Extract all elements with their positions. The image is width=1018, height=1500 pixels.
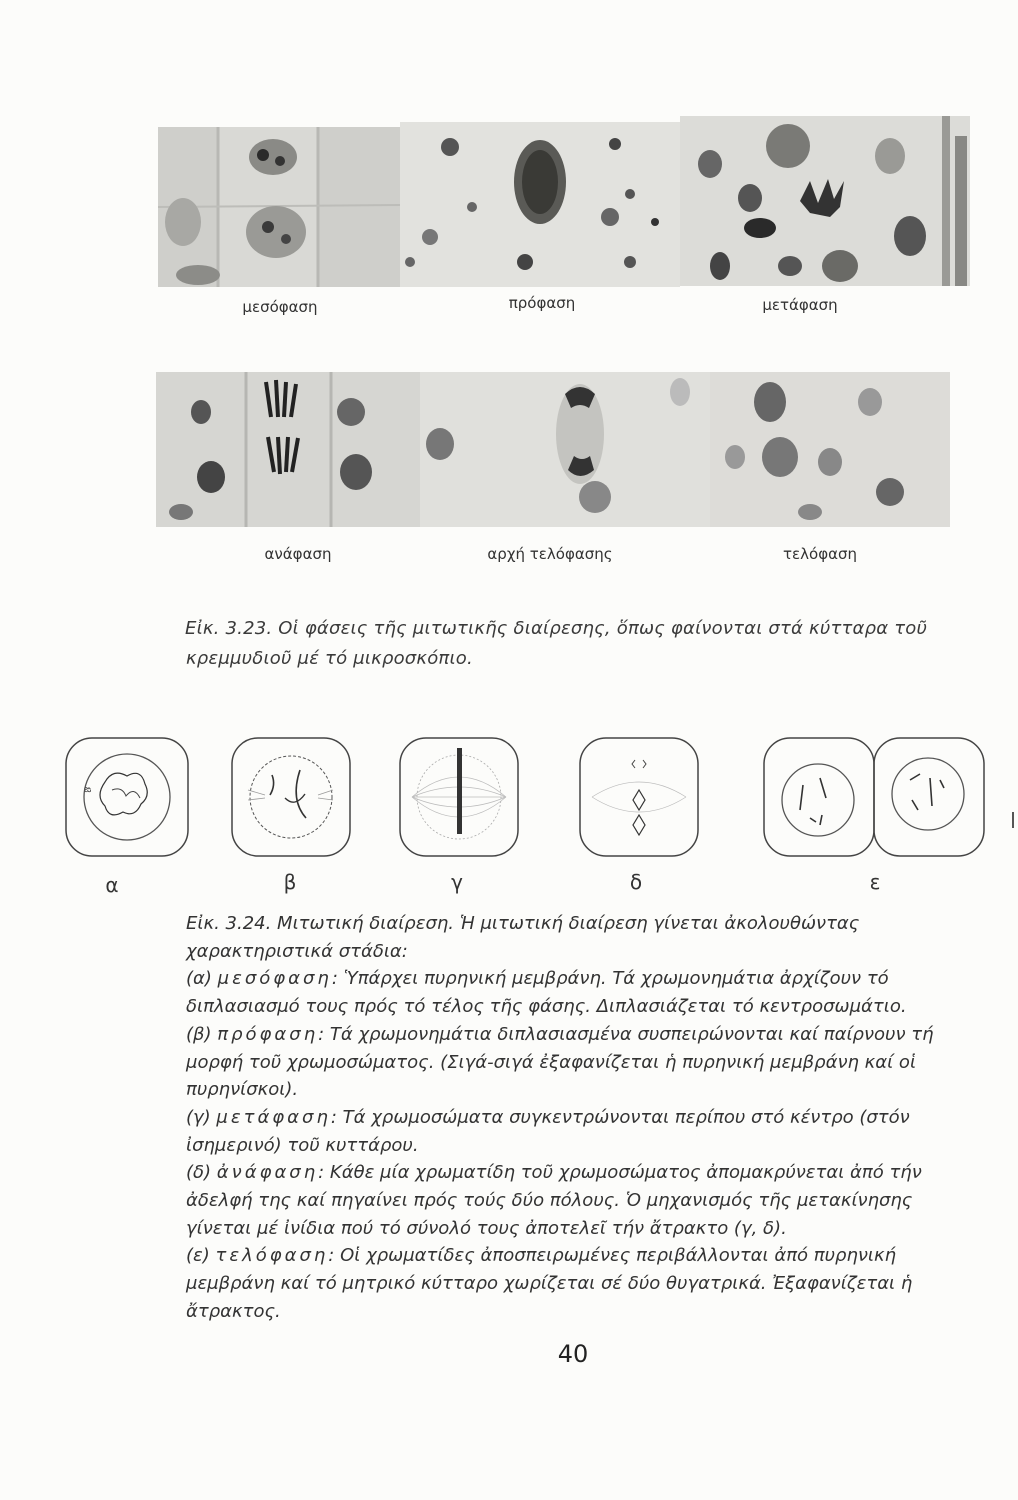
micrograph-prophase: [400, 122, 680, 287]
letter-beta: β: [283, 870, 297, 894]
fig-3-24-description: [186, 910, 961, 1326]
diagram-mitosis-stages: [0, 720, 1018, 860]
stage-beta-paragraph: (β) πρόφαση: Τά χρωμονημάτια διπλασιασμένα συσπειρώνονται καί παίρνουν τή μορφή τοῦ χρωμοσώματος. (Σιγά-σιγά ἐξαφανίζεται ἡ πυρηνική μεμβράνη καί οἱ πυρηνίσκοι).: [186, 1023, 934, 1101]
fig-3-24-intro: Εἰκ. 3.24. Μιτωτική διαίρεση. Ἡ μιτωτική διαίρεση γίνεται ἀκολουθώντας χαρακτηριστικά στάδια:: [186, 913, 860, 962]
letter-gamma: γ: [451, 870, 463, 894]
label-interphase: μεσόφαση: [242, 298, 318, 316]
stage-epsilon-paragraph: (ε) τελόφαση: Οἱ χρωματίδες ἀποσπειρωμένες περιβάλλονται ἀπό πυρηνική μεμβράνη καί τό μητρικό κύτταρο χωρίζεται σέ δύο θυγατρικά. Ἐξαφανίζεται ἡ ἄτρακτος.: [186, 1245, 913, 1322]
stage-delta-paragraph: (δ) ἀνάφαση: Κάθε μία χρωματίδη τοῦ χρωμοσώματος ἀπομακρύνεται ἀπό τήν ἀδελφή της καί πηγαίνει πρός τούς δύο πόλους. Ὁ μηχανισμός τῆς μετακίνησης γίνεται μέ ἰνίδια πού τό σύνολό τους ἀποτελεῖ τήν ἄτρακτο (γ, δ).: [186, 1162, 922, 1239]
label-telophase: τελόφαση: [783, 545, 857, 563]
micrograph-metaphase: [680, 116, 970, 286]
edge-mark: [1012, 812, 1014, 828]
cell-delta: [580, 738, 698, 856]
caption-fig-3-23-line1: Εἰκ. 3.23. Οἱ φάσεις τῆς μιτωτικῆς διαίρεσης, ὅπως φαίνονται στά κύτταρα τοῦ: [185, 618, 928, 639]
letter-epsilon: ε: [869, 870, 881, 894]
letter-delta: δ: [629, 870, 643, 894]
cell-epsilon: [764, 738, 984, 856]
stage-epsilon-term: τελόφαση: [215, 1245, 329, 1267]
micrograph-telophase: [710, 372, 950, 527]
micrograph-early-telophase: [420, 372, 710, 527]
caption-fig-3-23-line2: κρεμμυδιοῦ μέ τό μικροσκόπιο.: [186, 648, 473, 669]
stage-delta-term: ἀνάφαση: [216, 1162, 319, 1184]
label-anaphase: ανάφαση: [264, 545, 332, 563]
stage-gamma-paragraph: (γ) μετάφαση: Τά χρωμοσώματα συγκεντρώνονται περίπου στό κέντρο (στόν ἰσημερινό) τοῦ κυττάρου.: [186, 1106, 910, 1156]
cell-alpha: [66, 738, 188, 856]
micrograph-anaphase: [156, 372, 420, 527]
letter-alpha: α: [105, 873, 119, 897]
stage-alpha-term: μεσόφαση: [217, 968, 332, 990]
label-metaphase: μετάφαση: [762, 296, 838, 314]
stage-gamma-term: μετάφαση: [216, 1106, 331, 1128]
label-early-telophase: αρχή τελόφασης: [487, 545, 613, 563]
page-number: 40: [557, 1340, 589, 1368]
svg-text:ఙ: ఙ: [84, 784, 92, 795]
stage-beta-term: πρόφαση: [217, 1023, 319, 1045]
cell-gamma: [400, 738, 518, 856]
cell-beta: [232, 738, 350, 856]
label-prophase: πρόφαση: [508, 294, 576, 312]
stage-alpha-paragraph: (α) μεσόφαση: Ὑπάρχει πυρηνική μεμβράνη. Τά χρωμονημάτια ἀρχίζουν τό διπλασιασμό τους πρός τό τέλος τῆς φάσης. Διπλασιάζεται τό κεντροσωμάτιο.: [186, 968, 907, 1018]
micrograph-interphase: [158, 127, 400, 287]
